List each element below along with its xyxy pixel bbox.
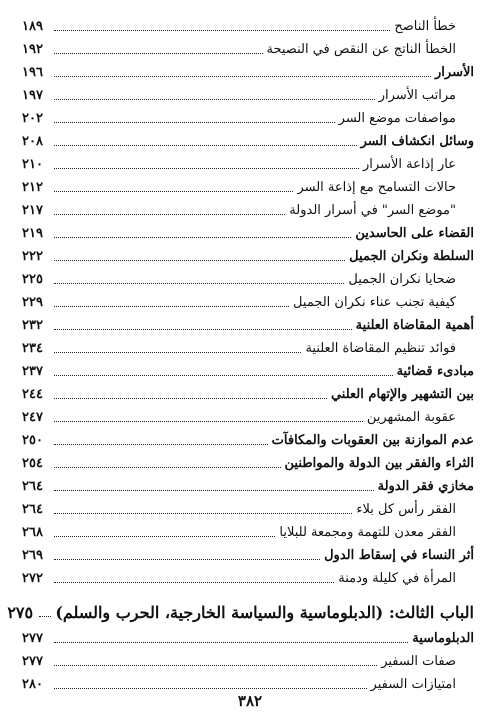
toc-entry-page: ٢١٠: [22, 157, 43, 172]
toc-entry-title: حالات التسامح مع إذاعة السر: [297, 180, 456, 195]
toc-entry-page: ٢٠٨: [22, 134, 43, 149]
toc-entry-page: ٢٣٤: [22, 341, 43, 356]
toc-entry-page: ٢٤٤: [22, 387, 43, 402]
toc-leader-dots: [54, 76, 431, 77]
toc-entry: [22, 58, 474, 81]
toc-entry-page: ٢٧٧: [22, 654, 43, 669]
toc-entry: [22, 541, 474, 564]
toc-entry: [22, 647, 474, 670]
toc-entry: [22, 564, 474, 587]
toc-leader-dots: [54, 122, 335, 123]
toc-entry-page: ٢١٩: [22, 226, 43, 241]
toc-entry: [22, 495, 474, 518]
toc-entry: [22, 35, 474, 58]
toc-leader-dots: [54, 559, 320, 560]
toc-entry-page: ٢٧٧: [22, 631, 43, 646]
toc-entry-title: فوائد تنظيم المقاضاة العلنية: [305, 341, 456, 356]
toc-entry-title: امتيازات السفير: [370, 677, 456, 692]
toc-entry-page: ١٩٢: [22, 42, 43, 57]
toc-leader-dots: [54, 536, 275, 537]
toc-entry-title: وسائل انكشاف السر: [360, 134, 474, 149]
toc-leader-dots: [54, 688, 367, 689]
toc-entry-title: الفقر معدن للتهمة ومجمعة للبلايا: [279, 525, 456, 540]
toc-leader-dots: [54, 398, 327, 399]
toc-entry: [22, 127, 474, 150]
toc-entry-title: عدم الموازنة بين العقوبات والمكافآت: [271, 433, 474, 448]
toc-leader-dots: [54, 168, 359, 169]
toc-entry: [22, 334, 474, 357]
toc-leader-dots: [54, 329, 352, 330]
toc-entry-page: ٢٧٢: [22, 571, 43, 586]
toc-entry-page: ٢٣٧: [22, 364, 43, 379]
toc-leader-dots: [54, 582, 334, 583]
toc-entry-page: ٢٢٢: [22, 249, 43, 264]
toc-entry-title: الخطأ الناتج عن النقص في النصيحة: [266, 42, 456, 57]
toc-entry-title: "موضع السر" في أسرار الدولة: [289, 203, 456, 218]
toc-leader-dots: [54, 306, 289, 307]
toc-leader-dots: [54, 444, 268, 445]
toc-entry: [22, 288, 474, 311]
toc-entry-page: ٢٠٢: [22, 111, 43, 126]
page-number: ٣٨٢: [237, 692, 263, 710]
toc-entry: [22, 242, 474, 265]
toc-leader-dots: [54, 99, 375, 100]
toc-entry-title: مواصفات موضع السر: [338, 111, 456, 126]
toc-entry-page: ٢٨٠: [22, 677, 43, 692]
toc-entry-title: عار إذاعة الأسرار: [363, 157, 456, 172]
toc-entry-title: بين التشهير والإتهام العلني: [330, 387, 474, 402]
toc-entry-title: السلطة ونكران الجميل: [349, 249, 474, 264]
toc-entry-title: عقوبة المشهرين: [366, 410, 456, 425]
toc-entry: [22, 472, 474, 495]
toc-entry: [22, 449, 474, 472]
toc-entry: [22, 670, 474, 693]
toc-entry-title: الثراء والفقر بين الدولة والمواطنين: [284, 456, 474, 471]
toc-entry-title: مخازي فقر الدولة: [377, 479, 474, 494]
toc-leader-dots: [54, 375, 393, 376]
toc-entry-title: المرأة في كليلة ودمنة: [338, 571, 456, 586]
toc-entry-title: الباب الثالث: (الدبلوماسية والسياسة الخارجية، الحرب والسلم): [55, 603, 474, 622]
toc-entry-page: ١٩٧: [22, 88, 43, 103]
toc-entry-title: القضاء على الحاسدين: [355, 226, 474, 241]
toc-entry-page: ٢٢٥: [22, 272, 43, 287]
toc-entry: [22, 380, 474, 403]
toc-entry-title: مبادىء قضائية: [396, 364, 474, 379]
toc-entry: [22, 518, 474, 541]
toc-entry-title: الدبلوماسية: [412, 631, 474, 646]
toc-chapter-entry: [7, 587, 474, 624]
toc-entry-title: خطأ الناصح: [394, 19, 456, 34]
toc-entry-page: ٢٥٠: [22, 433, 43, 448]
toc-list: [7, 12, 474, 693]
toc-entry: [22, 403, 474, 426]
toc-entry-page: ٢٦٩: [22, 548, 43, 563]
toc-leader-dots: [54, 145, 357, 146]
toc-entry-page: ٢٤٧: [22, 410, 43, 425]
toc-entry-page: ٢٢٩: [22, 295, 43, 310]
toc-entry: [22, 311, 474, 334]
toc-entry-title: أهمية المقاضاة العلنية: [355, 318, 474, 333]
toc-entry: [22, 196, 474, 219]
toc-entry-title: الأسرار: [435, 65, 474, 80]
toc-leader-dots: [54, 467, 281, 468]
toc-entry: [22, 150, 474, 173]
toc-entry-page: ١٩٦: [22, 65, 43, 80]
toc-entry: [22, 357, 474, 380]
toc-entry-page: ٢٦٤: [22, 502, 43, 517]
toc-entry: [22, 265, 474, 288]
toc-entry: [22, 624, 474, 647]
toc-leader-dots: [54, 191, 293, 192]
toc-entry-title: مراتب الأسرار: [378, 88, 456, 103]
toc-entry-page: ٢٥٤: [22, 456, 43, 471]
toc-leader-dots: [54, 665, 377, 666]
toc-leader-dots: [54, 513, 352, 514]
toc-entry: [22, 219, 474, 242]
toc-entry-page: ٢٦٨: [22, 525, 43, 540]
toc-entry-title: ضحايا نكران الجميل: [348, 272, 456, 287]
toc-entry: [22, 12, 474, 35]
toc-leader-dots: [54, 260, 345, 261]
toc-leader-dots: [54, 53, 263, 54]
toc-leader-dots: [54, 490, 374, 491]
toc-leader-dots: [39, 616, 51, 617]
toc-entry: [22, 173, 474, 196]
toc-entry-page: ٢١٢: [22, 180, 43, 195]
toc-leader-dots: [54, 421, 363, 422]
toc-leader-dots: [54, 642, 408, 643]
toc-entry-title: كيفية تجنب عناء نكران الجميل: [293, 295, 456, 310]
toc-entry-page: ٢٦٤: [22, 479, 43, 494]
toc-entry-page: ٢٧٥: [7, 603, 34, 622]
toc-entry-page: ١٨٩: [22, 19, 43, 34]
toc-entry: [22, 104, 474, 127]
toc-entry: [22, 426, 474, 449]
toc-leader-dots: [54, 352, 301, 353]
toc-entry: [22, 81, 474, 104]
toc-entry-page: ٢٣٢: [22, 318, 43, 333]
toc-entry-title: أثر النساء في إسقاط الدول: [324, 548, 474, 563]
toc-leader-dots: [54, 30, 390, 31]
toc-entry-title: صفات السفير: [381, 654, 456, 669]
toc-leader-dots: [54, 237, 351, 238]
toc-leader-dots: [54, 214, 285, 215]
toc-entry-title: الفقر رأس كل بلاء: [356, 502, 456, 517]
toc-entry-page: ٢١٧: [22, 203, 43, 218]
toc-leader-dots: [54, 283, 344, 284]
